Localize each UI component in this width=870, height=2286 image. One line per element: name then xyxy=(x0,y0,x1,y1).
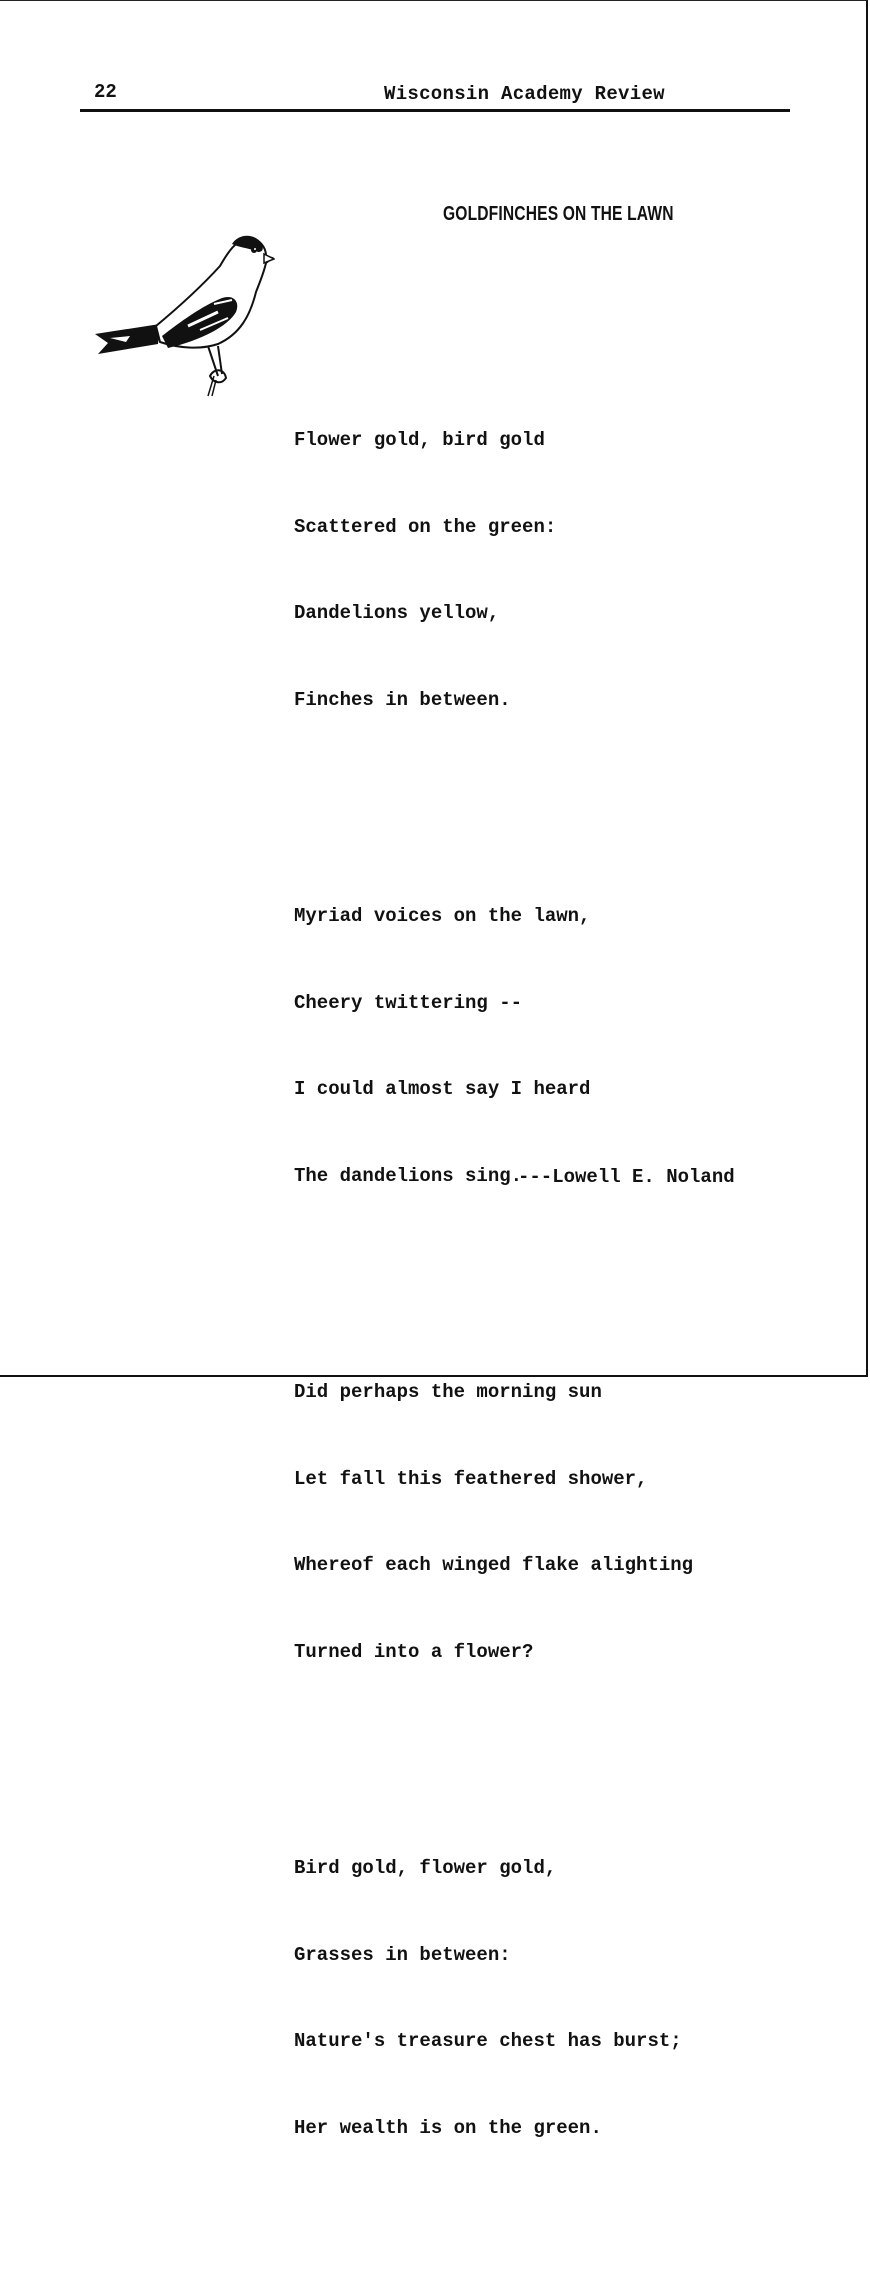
poem-line: Let fall this feathered shower, xyxy=(294,1467,648,1490)
running-header xyxy=(80,79,790,112)
poem-line: Her wealth is on the green. xyxy=(294,2116,602,2139)
stanza-2 xyxy=(294,858,693,1248)
poem-line: Cheery twittering -- xyxy=(294,991,523,1014)
poem-line: Did perhaps the morning sun xyxy=(294,1381,602,1403)
stanza-4 xyxy=(294,1810,693,2200)
stanza-1 xyxy=(294,382,693,772)
journal-title: Wisconsin Academy Review xyxy=(384,83,665,105)
poem-line: Whereof each winged flake alighting xyxy=(294,1554,694,1576)
goldfinch-illustration xyxy=(90,226,275,401)
poem-line: The dandelions sing. xyxy=(294,1164,523,1187)
poem-line: Flower gold, bird gold xyxy=(294,429,545,451)
poem-line: Scattered on the green: xyxy=(294,515,557,538)
poem-line: Dandelions yellow, xyxy=(294,602,500,624)
page-number: 22 xyxy=(94,81,117,103)
poem-line: Bird gold, flower gold, xyxy=(294,1857,557,1879)
poem-line: I could almost say I heard xyxy=(294,1078,591,1100)
poem-line: Nature's treasure chest has burst; xyxy=(294,2030,682,2052)
poem-body xyxy=(294,338,693,2286)
poem-line: Grasses in between: xyxy=(294,1943,511,1966)
poem-line: Finches in between. xyxy=(294,688,511,711)
poem-line: Myriad voices on the lawn, xyxy=(294,905,591,927)
poem-line: Turned into a flower? xyxy=(294,1640,534,1663)
poem-title: GOLDFINCHES ON THE LAWN xyxy=(443,203,674,225)
poem-author: ---Lowell E. Noland xyxy=(518,1166,735,1188)
stanza-3 xyxy=(294,1334,693,1724)
